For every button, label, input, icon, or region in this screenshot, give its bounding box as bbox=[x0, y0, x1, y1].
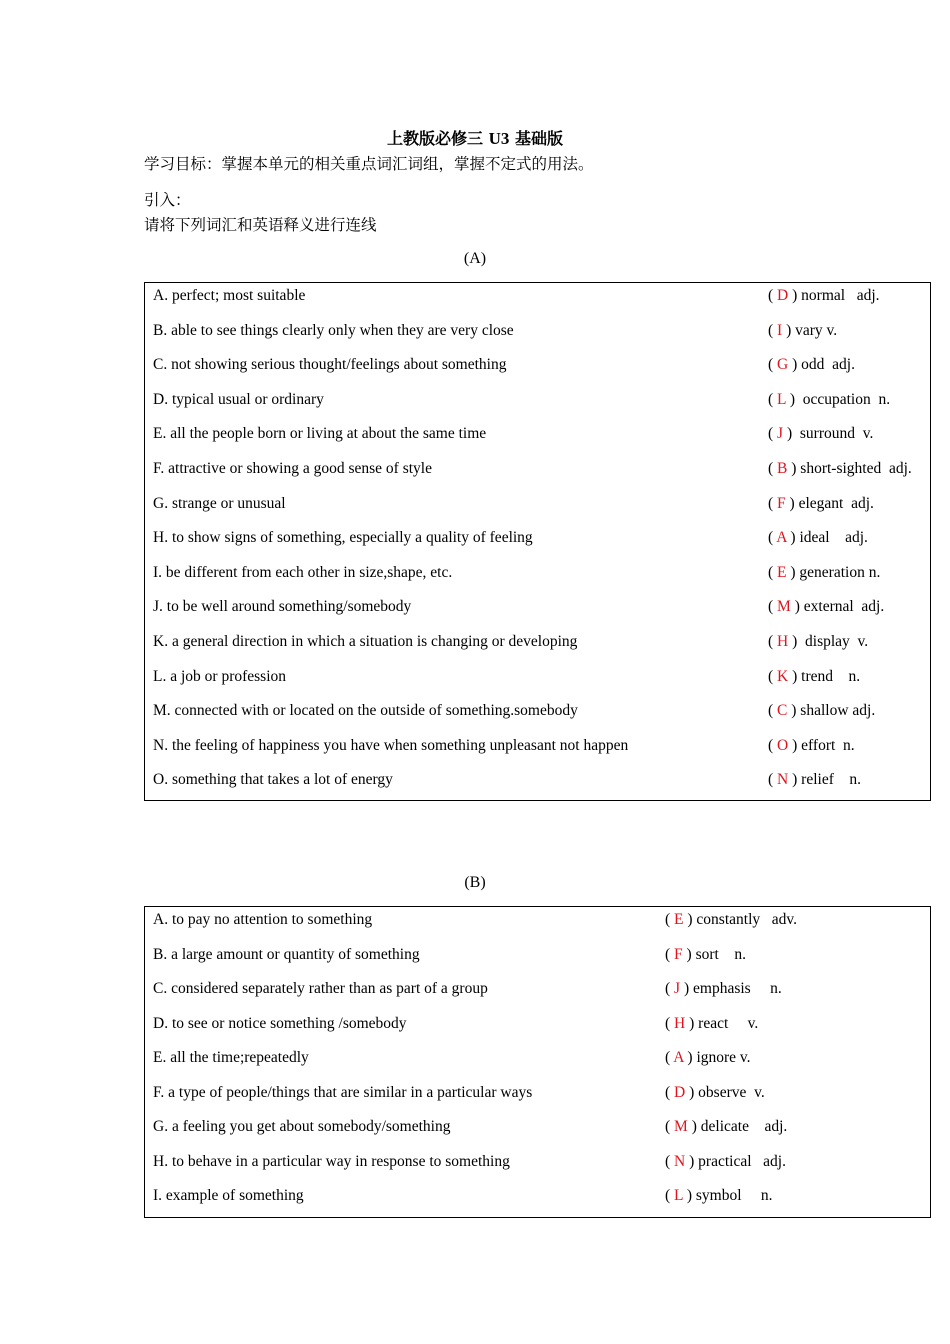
answer-letter[interactable]: E bbox=[777, 563, 787, 581]
answer-open-paren: ( bbox=[768, 460, 778, 477]
section-b-label: (B) bbox=[464, 874, 486, 891]
match-row bbox=[145, 770, 930, 790]
answer-open-paren: ( bbox=[665, 1049, 674, 1066]
match-row bbox=[145, 701, 930, 721]
answer-letter[interactable]: N bbox=[777, 771, 789, 789]
answer-entry bbox=[768, 321, 837, 341]
answer-open-paren: ( bbox=[665, 1152, 675, 1170]
answer-open-paren: ( bbox=[768, 633, 778, 650]
vocab-word: ) constantly adv. bbox=[683, 911, 798, 928]
match-row bbox=[145, 979, 930, 999]
answer-open-paren: ( bbox=[768, 702, 778, 720]
answer-open-paren: ( bbox=[665, 1187, 675, 1204]
match-row bbox=[145, 494, 930, 514]
vocab-word: ) generation n. bbox=[786, 563, 881, 581]
definition-text: F. a type of people/things that are similar in a particular ways bbox=[153, 1083, 533, 1101]
answer-entry bbox=[665, 1186, 773, 1206]
vocab-word: ) observe v. bbox=[685, 1083, 765, 1101]
answer-entry bbox=[665, 910, 797, 930]
definition-text: I. be different from each other in size,shape, etc. bbox=[153, 563, 453, 581]
vocab-word: ) short-sighted adj. bbox=[787, 460, 912, 477]
answer-entry bbox=[768, 459, 912, 479]
section-a-table bbox=[144, 282, 931, 801]
answer-open-paren: ( bbox=[665, 980, 675, 997]
match-row bbox=[145, 1014, 930, 1034]
answer-letter[interactable]: N bbox=[674, 1152, 686, 1170]
definition-text: N. the feeling of happiness you have when something unpleasant not happen bbox=[153, 736, 629, 754]
definition-text: C. not showing serious thought/feelings about something bbox=[153, 356, 507, 374]
vocab-word: ) ignore v. bbox=[683, 1049, 751, 1066]
match-row bbox=[145, 1152, 930, 1172]
answer-entry bbox=[768, 355, 855, 375]
answer-entry bbox=[768, 494, 874, 514]
vocab-word: ) elegant adj. bbox=[785, 494, 874, 512]
answer-open-paren: ( bbox=[665, 1014, 675, 1032]
match-row bbox=[145, 1048, 930, 1068]
vocab-word: ) symbol n. bbox=[682, 1187, 773, 1204]
answer-letter[interactable]: J bbox=[777, 425, 784, 443]
answer-entry bbox=[768, 424, 873, 444]
definition-text: E. all the time;repeatedly bbox=[153, 1049, 309, 1066]
section-b-table bbox=[144, 906, 931, 1218]
answer-entry bbox=[768, 770, 861, 790]
answer-open-paren: ( bbox=[768, 390, 778, 408]
match-row bbox=[145, 1083, 930, 1103]
answer-letter[interactable]: M bbox=[777, 598, 791, 616]
answer-open-paren: ( bbox=[768, 356, 778, 374]
definition-text: B. a large amount or quantity of something bbox=[153, 945, 420, 963]
match-row bbox=[145, 597, 930, 617]
answer-letter[interactable]: A bbox=[673, 1049, 684, 1066]
answer-open-paren: ( bbox=[665, 911, 675, 928]
answer-entry bbox=[768, 632, 868, 652]
answer-open-paren: ( bbox=[768, 425, 778, 443]
definition-text: M. connected with or located on the outside of something.somebody bbox=[153, 702, 578, 720]
intro-label: 引入： bbox=[144, 191, 191, 209]
answer-entry bbox=[665, 945, 746, 965]
vocab-word: ) shallow adj. bbox=[787, 702, 876, 720]
answer-open-paren: ( bbox=[768, 529, 777, 547]
answer-letter[interactable]: D bbox=[674, 1083, 686, 1101]
vocab-word: ) odd adj. bbox=[788, 356, 855, 374]
answer-open-paren: ( bbox=[768, 771, 778, 789]
answer-entry bbox=[665, 1083, 765, 1103]
answer-entry bbox=[768, 597, 884, 617]
definition-text: I. example of something bbox=[153, 1187, 304, 1204]
match-row bbox=[145, 945, 930, 965]
answer-entry bbox=[768, 528, 868, 548]
vocab-word: ) react v. bbox=[685, 1014, 759, 1032]
vocab-word: ) ideal adj. bbox=[786, 529, 868, 547]
vocab-word: ) vary v. bbox=[782, 321, 838, 339]
vocab-word: ) normal adj. bbox=[788, 287, 880, 304]
answer-letter[interactable]: E bbox=[674, 911, 684, 928]
answer-letter[interactable]: A bbox=[776, 529, 787, 547]
vocab-word: ) delicate adj. bbox=[687, 1118, 788, 1135]
answer-letter[interactable]: K bbox=[777, 667, 789, 685]
vocab-word: ) effort n. bbox=[788, 736, 855, 754]
match-row bbox=[145, 286, 930, 306]
answer-entry bbox=[768, 667, 860, 687]
definition-text: K. a general direction in which a situation is changing or developing bbox=[153, 633, 578, 650]
answer-letter[interactable]: L bbox=[674, 1187, 683, 1204]
answer-letter[interactable]: G bbox=[777, 356, 789, 374]
vocab-word: ) practical adj. bbox=[685, 1152, 786, 1170]
answer-entry bbox=[768, 563, 880, 583]
definition-text: G. a feeling you get about somebody/something bbox=[153, 1118, 451, 1135]
answer-letter[interactable]: O bbox=[777, 736, 789, 754]
answer-letter[interactable]: H bbox=[777, 633, 789, 650]
match-row bbox=[145, 632, 930, 652]
definition-text: D. typical usual or ordinary bbox=[153, 390, 324, 408]
vocab-word: ) occupation n. bbox=[785, 390, 891, 408]
vocab-word: ) emphasis n. bbox=[680, 980, 782, 997]
page-title bbox=[0, 126, 950, 149]
match-row bbox=[145, 1117, 930, 1137]
vocab-word: ) display v. bbox=[788, 633, 869, 650]
definition-text: F. attractive or showing a good sense of style bbox=[153, 460, 432, 477]
definition-text: C. considered separately rather than as part of a group bbox=[153, 980, 488, 997]
definition-text: H. to behave in a particular way in response to something bbox=[153, 1152, 510, 1170]
answer-letter[interactable]: J bbox=[674, 980, 681, 997]
answer-entry bbox=[665, 1117, 787, 1137]
answer-open-paren: ( bbox=[768, 321, 778, 339]
answer-entry bbox=[768, 390, 890, 410]
vocab-word: ) external adj. bbox=[790, 598, 885, 616]
answer-entry bbox=[768, 286, 880, 306]
answer-letter[interactable]: L bbox=[777, 390, 786, 408]
match-row bbox=[145, 667, 930, 687]
instruction: 请将下列词汇和英语释义进行连线 bbox=[144, 216, 377, 234]
match-row bbox=[145, 1186, 930, 1206]
match-row bbox=[145, 910, 930, 930]
answer-entry bbox=[768, 736, 855, 756]
answer-open-paren: ( bbox=[665, 945, 675, 963]
answer-open-paren: ( bbox=[768, 598, 778, 616]
answer-open-paren: ( bbox=[665, 1118, 675, 1135]
answer-entry bbox=[768, 701, 875, 721]
answer-open-paren: ( bbox=[768, 736, 778, 754]
vocab-word: ) surround v. bbox=[783, 425, 874, 443]
definition-text: H. to show signs of something, especially a quality of feeling bbox=[153, 529, 533, 547]
answer-letter[interactable]: D bbox=[777, 287, 789, 304]
answer-letter[interactable]: F bbox=[674, 945, 683, 963]
definition-text: D. to see or notice something /somebody bbox=[153, 1014, 407, 1032]
definition-text: B. able to see things clearly only when they are very close bbox=[153, 321, 514, 339]
vocab-word: ) sort n. bbox=[682, 945, 746, 963]
answer-entry bbox=[665, 1048, 751, 1068]
answer-letter[interactable]: C bbox=[777, 702, 788, 720]
answer-open-paren: ( bbox=[768, 667, 778, 685]
definition-text: A. perfect; most suitable bbox=[153, 287, 306, 304]
answer-letter[interactable]: I bbox=[777, 321, 783, 339]
definition-text: O. something that takes a lot of energy bbox=[153, 771, 393, 789]
match-row bbox=[145, 321, 930, 341]
match-row bbox=[145, 736, 930, 756]
answer-letter[interactable]: F bbox=[777, 494, 786, 512]
answer-entry bbox=[665, 1014, 758, 1034]
match-row bbox=[145, 355, 930, 375]
match-row bbox=[145, 459, 930, 479]
answer-open-paren: ( bbox=[768, 494, 778, 512]
answer-open-paren: ( bbox=[665, 1083, 675, 1101]
match-row bbox=[145, 424, 930, 444]
answer-entry bbox=[665, 979, 782, 999]
vocab-word: ) relief n. bbox=[788, 771, 861, 789]
answer-open-paren: ( bbox=[768, 287, 778, 304]
title-suffix: 基础版 bbox=[509, 129, 563, 148]
definition-text: A. to pay no attention to something bbox=[153, 911, 373, 928]
definition-text: G. strange or unusual bbox=[153, 494, 286, 512]
match-row bbox=[145, 390, 930, 410]
definition-text: E. all the people born or living at about the same time bbox=[153, 425, 487, 443]
match-row bbox=[145, 528, 930, 548]
vocab-word: ) trend n. bbox=[788, 667, 861, 685]
title-prefix: 上教版必修三 bbox=[387, 129, 489, 148]
answer-entry bbox=[665, 1152, 786, 1172]
answer-letter[interactable]: H bbox=[674, 1014, 686, 1032]
answer-letter[interactable]: B bbox=[777, 460, 788, 477]
title-code: U3 bbox=[488, 129, 510, 148]
answer-letter[interactable]: M bbox=[674, 1118, 688, 1135]
match-row bbox=[145, 563, 930, 583]
section-a-label: (A) bbox=[463, 250, 487, 267]
learning-goal: 学习目标：掌握本单元的相关重点词汇词组，掌握不定式的用法。 bbox=[144, 155, 594, 173]
definition-text: J. to be well around something/somebody bbox=[153, 598, 412, 616]
definition-text: L. a job or profession bbox=[153, 667, 287, 685]
answer-open-paren: ( bbox=[768, 563, 778, 581]
